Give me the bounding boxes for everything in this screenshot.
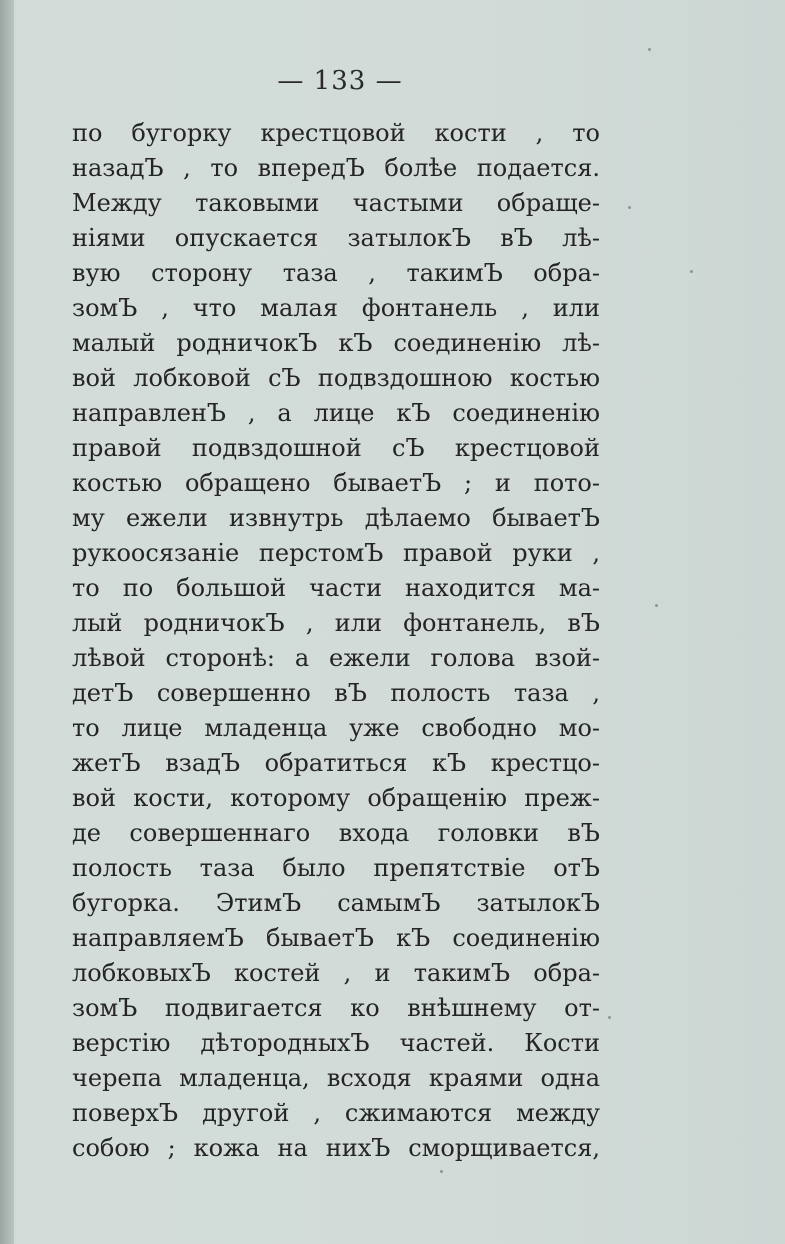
paper-speck: [608, 1016, 611, 1019]
paper-speck: [690, 270, 693, 273]
text-line: то лице младенца уже свободно мо-: [72, 714, 600, 742]
text-line: то по большой части находится ма-: [72, 574, 600, 602]
paper-speck: [628, 206, 631, 209]
text-line: зомЪ , что малая фонтанель , или: [72, 294, 600, 322]
text-line: по бугорку крестцовой кости , то: [72, 119, 600, 147]
text-line: зомЪ подвигается ко внѣшнему от-: [72, 994, 600, 1022]
text-line: рукоосязаніе перстомЪ правой руки ,: [72, 539, 600, 567]
text-line: вую сторону таза , такимЪ обра-: [72, 259, 600, 287]
text-line: направленЪ , а лице кЪ соединенію: [72, 399, 600, 427]
text-line: полость таза было препятствіе отЪ: [72, 854, 600, 882]
text-line: лобковыхЪ костей , и такимЪ обра-: [72, 959, 600, 987]
page-gutter: [0, 0, 14, 1244]
text-line: назадЪ , то впередЪ болѣе подается.: [72, 154, 600, 182]
text-line: вой лобковой сЪ подвздошною костью: [72, 364, 600, 392]
paper-speck: [655, 604, 658, 607]
text-line: му ежели извнутрь дѣлаемо бываетЪ: [72, 504, 600, 532]
text-line: лый родничокЪ , или фонтанель, вЪ: [72, 609, 600, 637]
text-line: детЪ совершенно вЪ полость таза ,: [72, 679, 600, 707]
text-line: направляемЪ бываетЪ кЪ соединенію: [72, 924, 600, 952]
text-line: собою ; кожа на нихЪ сморщивается,: [72, 1134, 600, 1162]
text-line: жетЪ взадЪ обратиться кЪ крестцо-: [72, 749, 600, 777]
text-line: малый родничокЪ кЪ соединенію лѣ-: [72, 329, 600, 357]
paper-speck: [440, 1170, 443, 1173]
text-line: ніями опускается затылокЪ вЪ лѣ-: [72, 224, 600, 252]
text-line: правой подвздошной сЪ крестцовой: [72, 434, 600, 462]
text-line: де совершеннаго входа головки вЪ: [72, 819, 600, 847]
paper-speck: [648, 48, 651, 51]
page-number: — 133 —: [277, 66, 403, 96]
text-line: поверхЪ другой , сжимаются между: [72, 1099, 600, 1127]
text-line: лѣвой сторонѣ: а ежели голова взой-: [72, 644, 600, 672]
body-text: [72, 116, 600, 1166]
text-line: черепа младенца, всходя краями одна: [72, 1064, 600, 1092]
text-line: верстію дѣтородныхЪ частей. Кости: [72, 1029, 600, 1057]
text-line: Между таковыми частыми обраще-: [72, 189, 600, 217]
text-line: костью обращено бываетЪ ; и пото-: [72, 469, 600, 497]
text-line: бугорка. ЭтимЪ самымЪ затылокЪ: [72, 889, 600, 917]
text-line: вой кости, которому обращенію преж-: [72, 784, 600, 812]
